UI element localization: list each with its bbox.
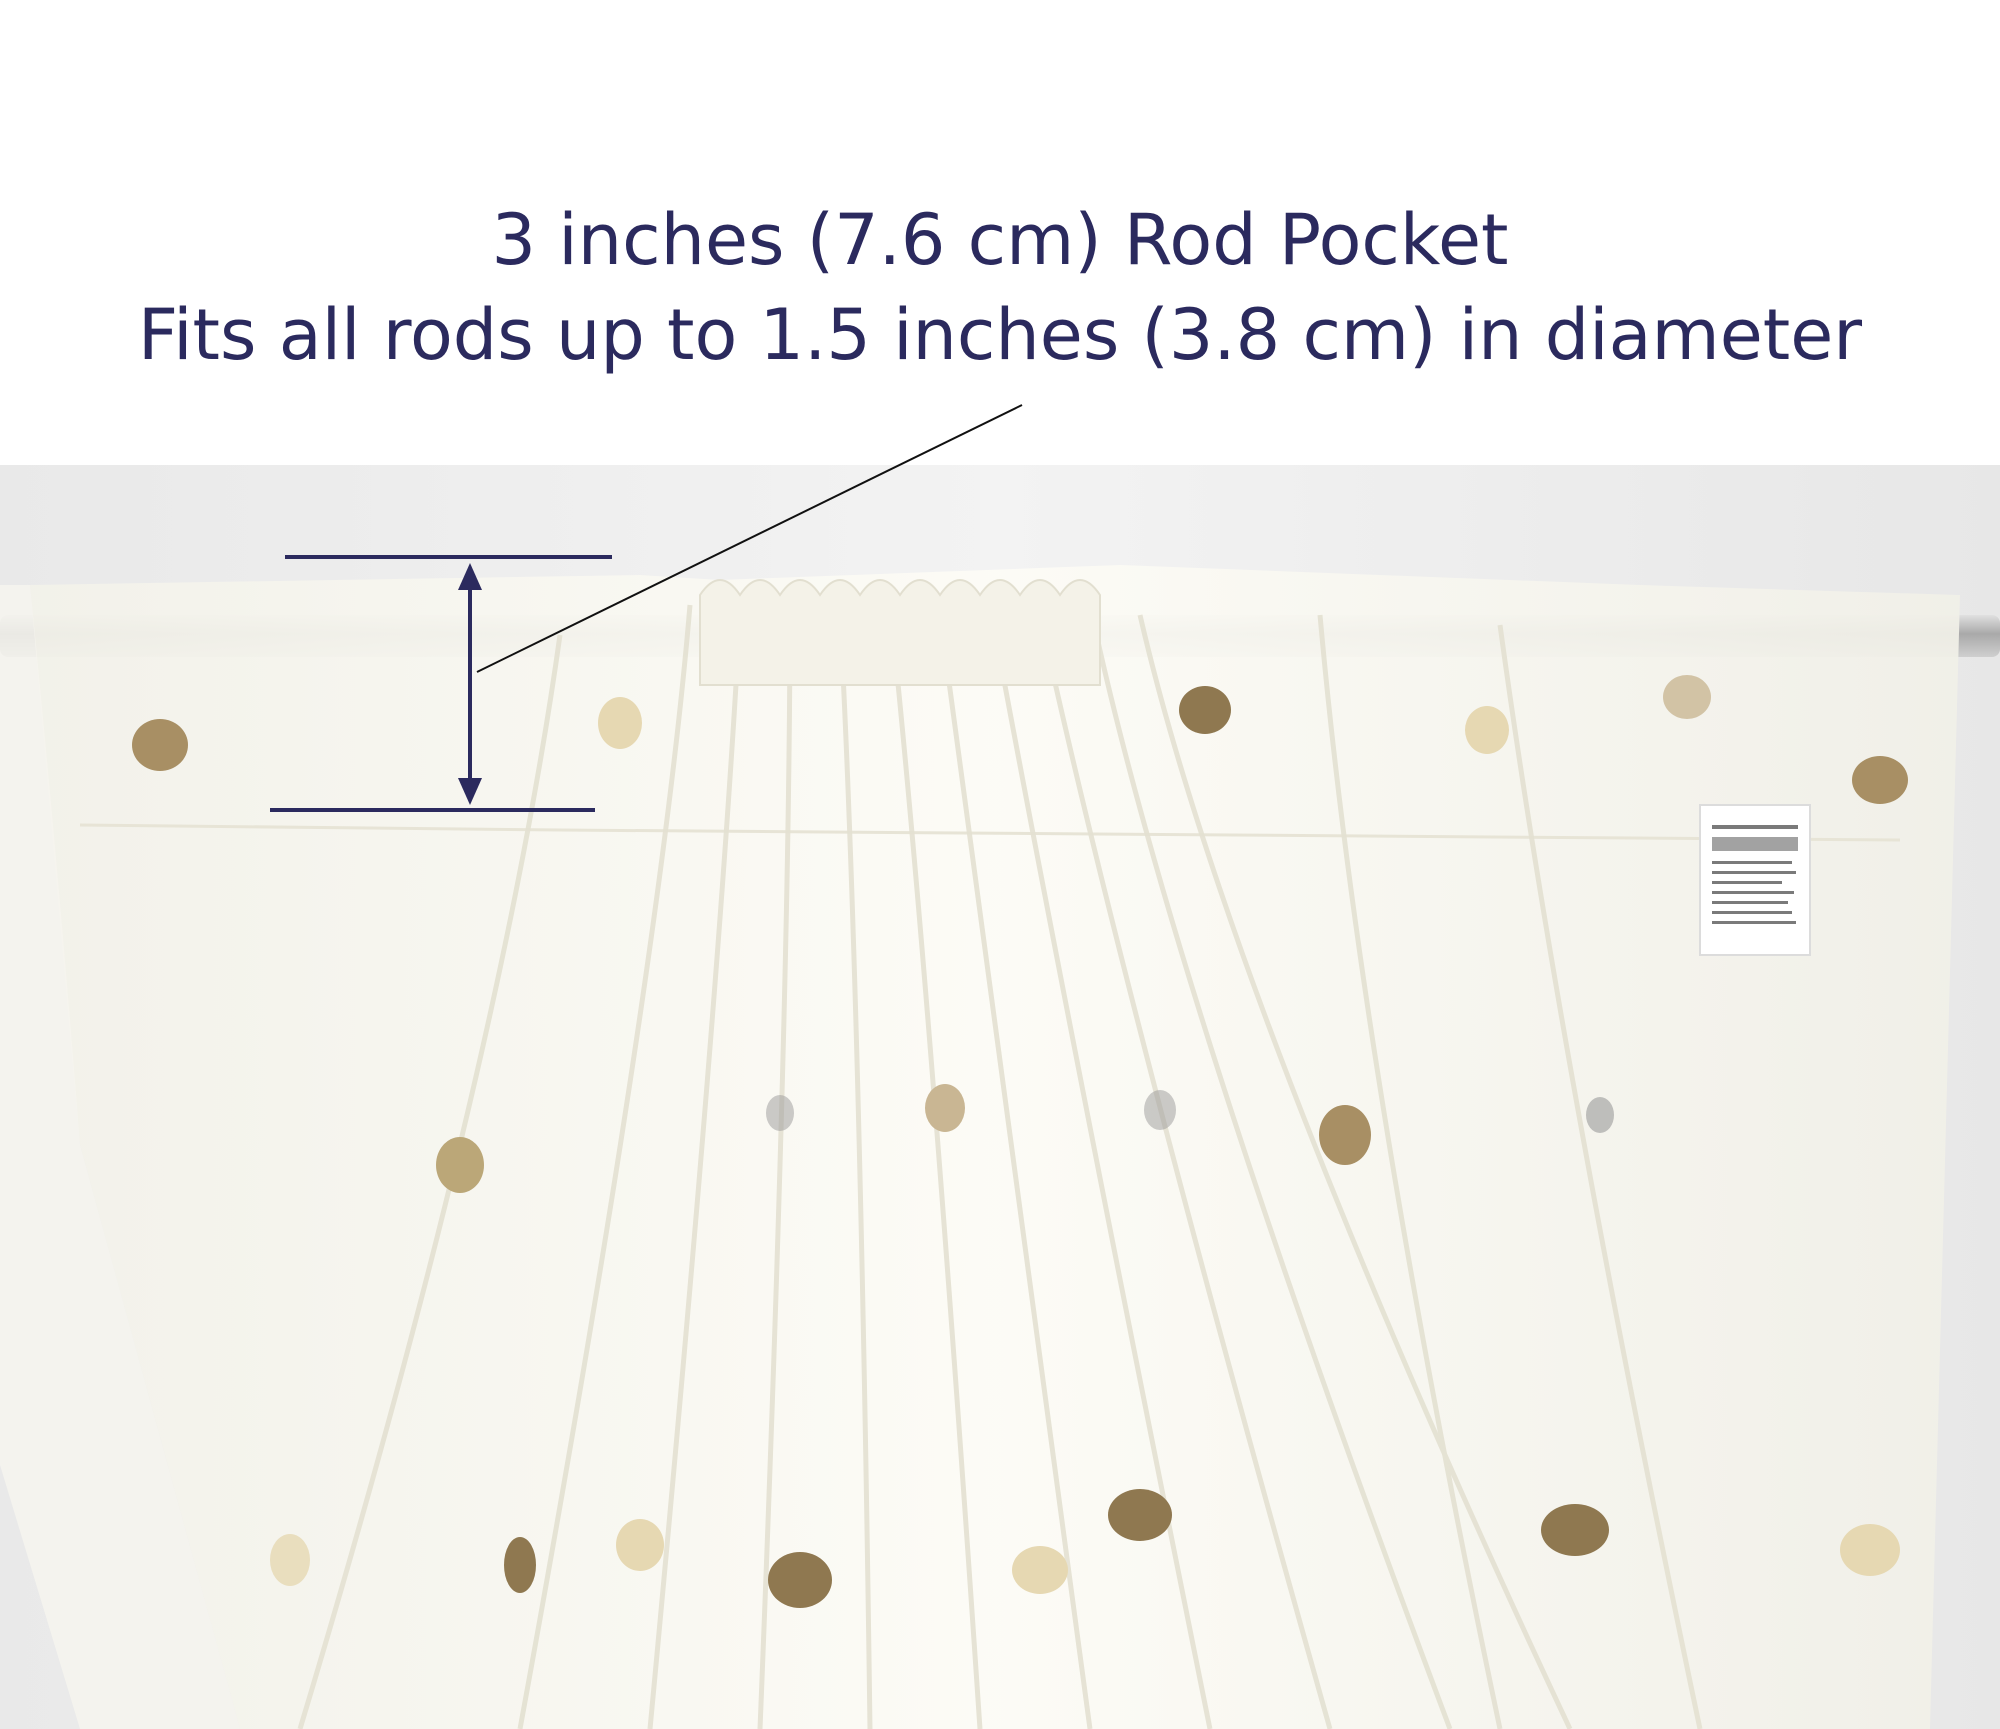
caption-line-2: Fits all rods up to 1.5 inches (3.8 cm) in diameter — [137, 294, 1863, 376]
caption-line-1: 3 inches (7.6 cm) Rod Pocket — [491, 199, 1509, 281]
